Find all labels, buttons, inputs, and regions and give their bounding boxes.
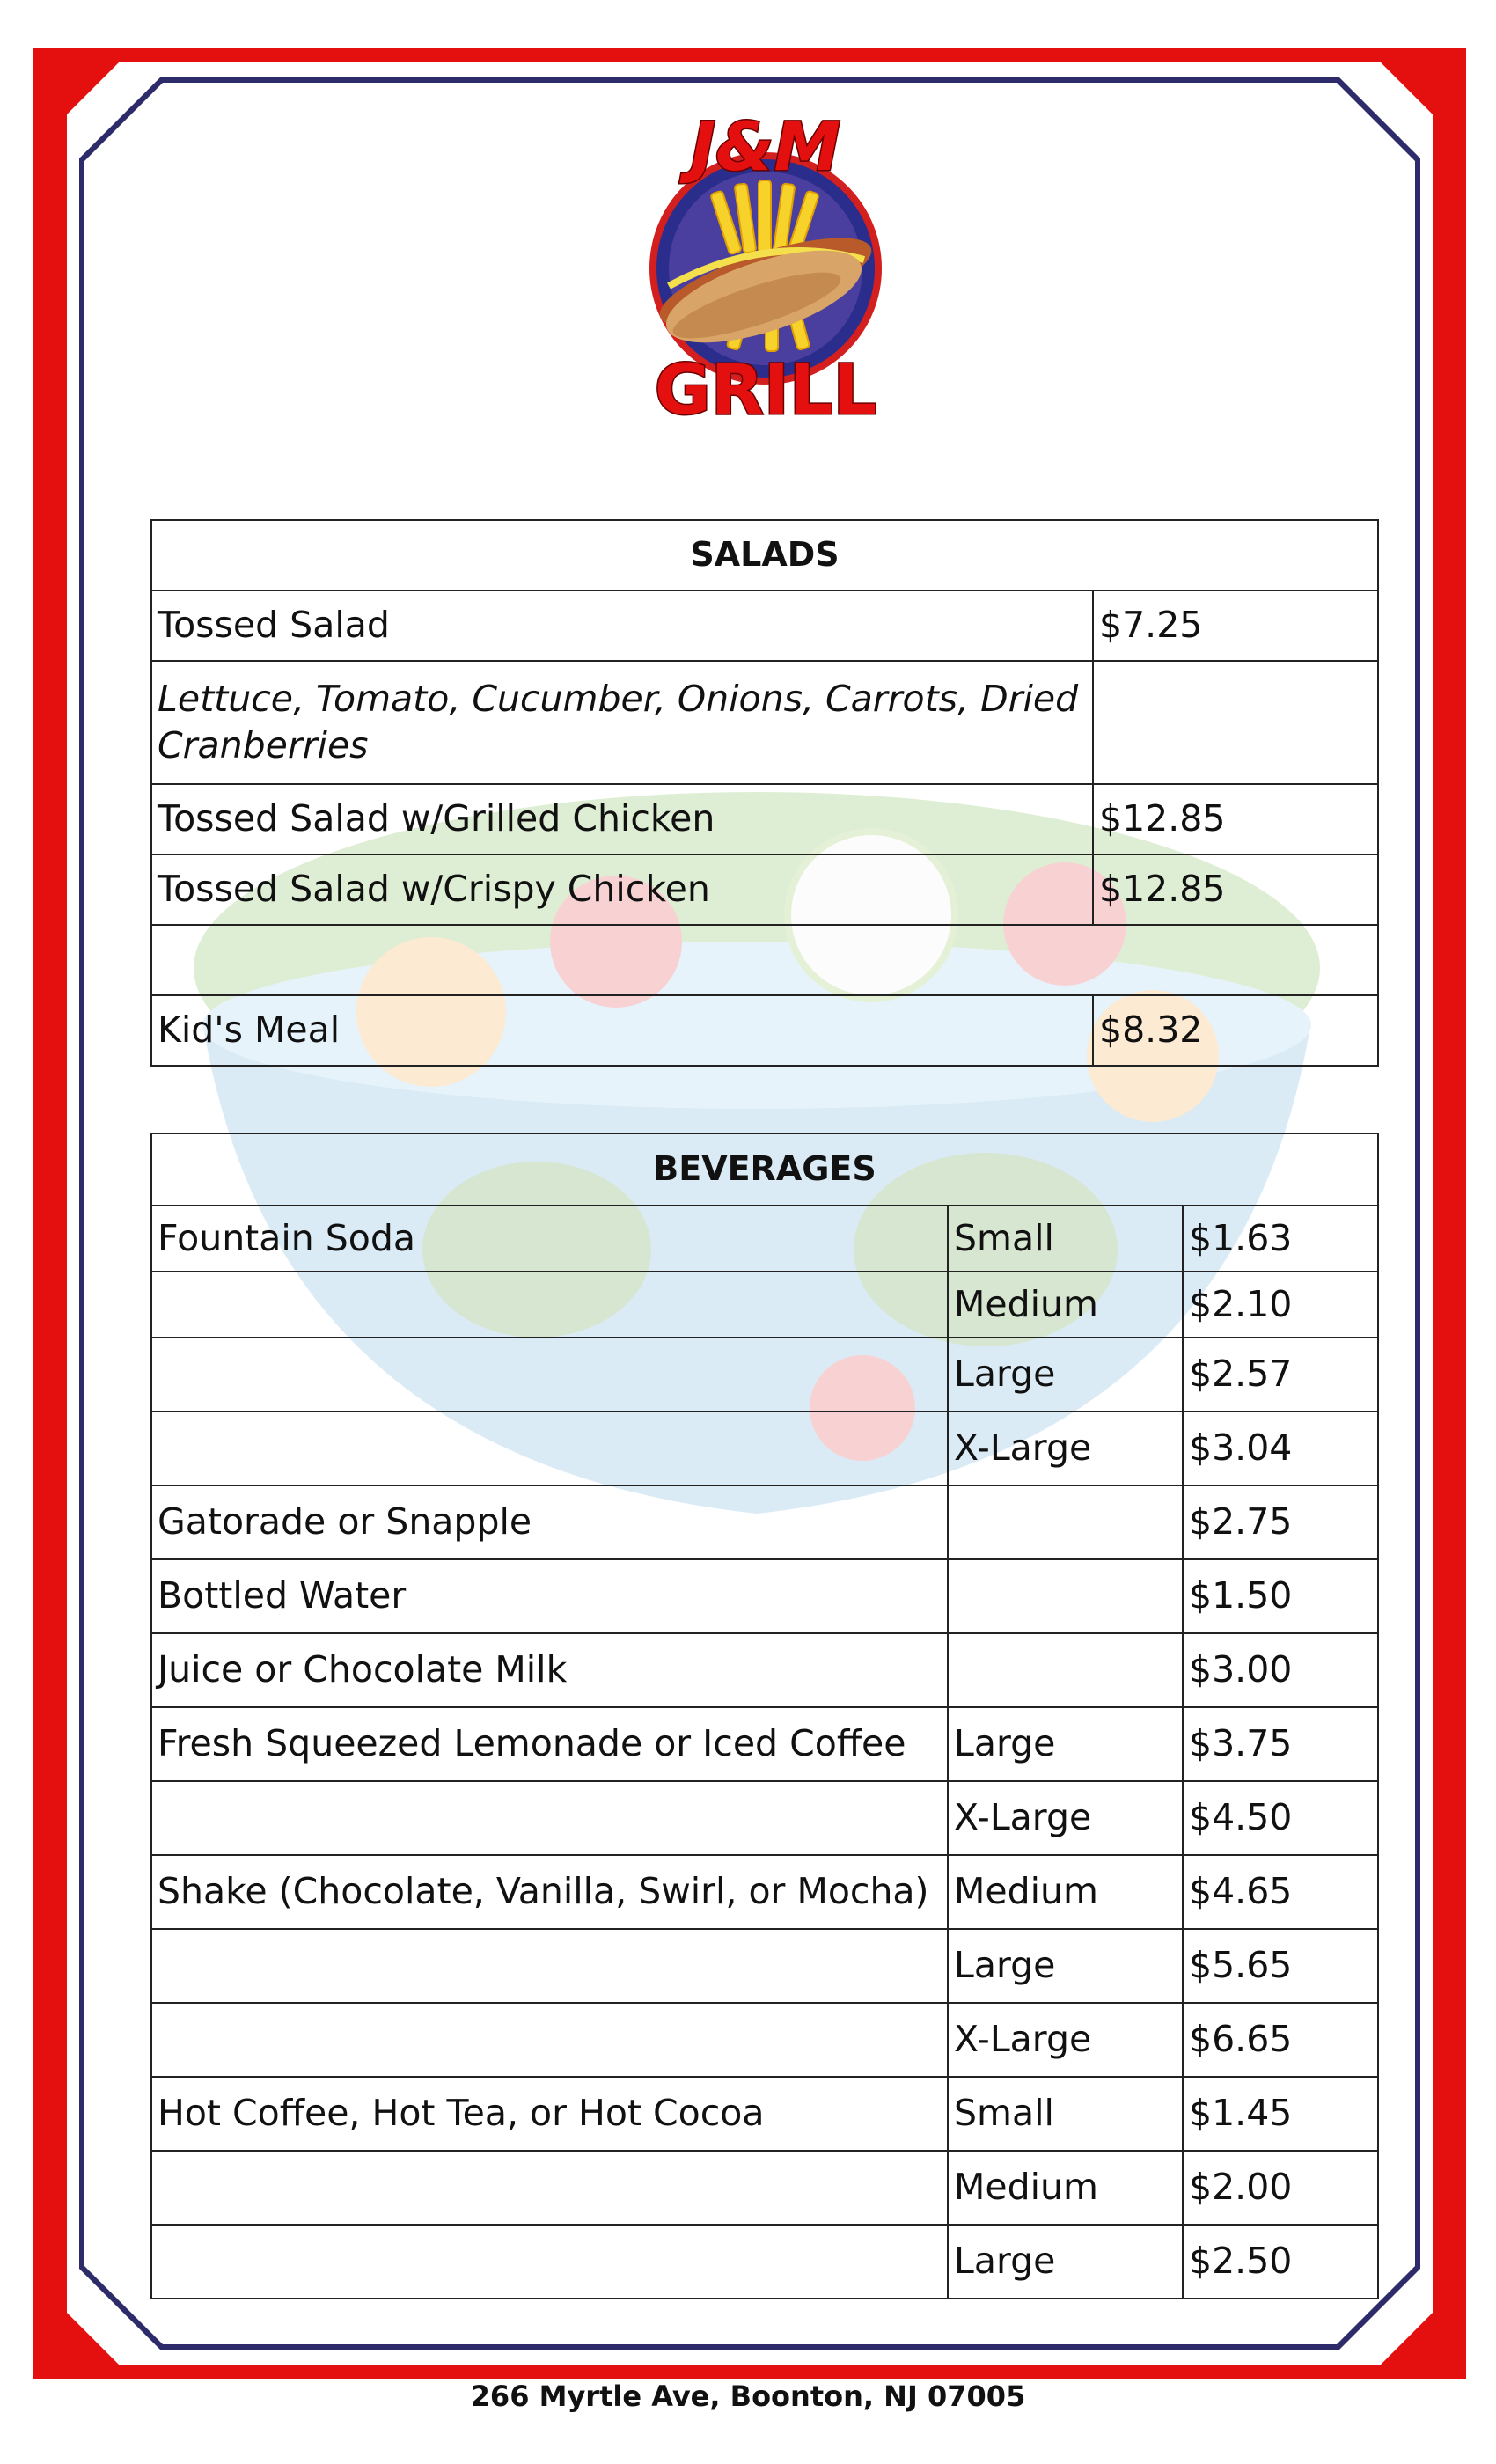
item-price: $4.65 <box>1183 1855 1378 1929</box>
item-price: $3.04 <box>1183 1412 1378 1485</box>
item-name: Shake (Chocolate, Vanilla, Swirl, or Mocha) <box>151 1855 948 1929</box>
item-name <box>151 2225 948 2299</box>
table-row <box>151 784 1378 854</box>
item-name: Kid's Meal <box>151 995 1093 1066</box>
item-price <box>1093 661 1378 784</box>
item-name <box>151 2003 948 2077</box>
table-row <box>151 2151 1378 2225</box>
item-name <box>151 1929 948 2003</box>
item-price: $8.32 <box>1093 995 1378 1066</box>
table-row <box>151 1485 1378 1559</box>
item-price: $1.45 <box>1183 2077 1378 2151</box>
item-size: Medium <box>948 1855 1183 1929</box>
table-row <box>151 1272 1378 1338</box>
table-row <box>151 1559 1378 1633</box>
table-row <box>151 2077 1378 2151</box>
table-row <box>151 995 1378 1066</box>
item-price: $2.50 <box>1183 2225 1378 2299</box>
item-price: $5.65 <box>1183 1929 1378 2003</box>
table-row <box>151 925 1378 995</box>
item-name: Tossed Salad w/Grilled Chicken <box>151 784 1093 854</box>
item-description: Lettuce, Tomato, Cucumber, Onions, Carrots, Dried Cranberries <box>151 661 1093 784</box>
logo-grill-text: GRILL <box>654 351 877 422</box>
item-name <box>151 1338 948 1412</box>
empty-row <box>151 925 1378 995</box>
item-price: $2.75 <box>1183 1485 1378 1559</box>
item-price: $2.57 <box>1183 1338 1378 1412</box>
item-size: X-Large <box>948 2003 1183 2077</box>
item-size: Large <box>948 1338 1183 1412</box>
logo-jm-text: J&M <box>690 110 841 186</box>
restaurant-address: 266 Myrtle Ave, Boonton, NJ 07005 <box>470 2380 1026 2413</box>
item-name: Hot Coffee, Hot Tea, or Hot Cocoa <box>151 2077 948 2151</box>
item-name: Fresh Squeezed Lemonade or Iced Coffee <box>151 1707 948 1781</box>
item-price: $1.63 <box>1183 1206 1378 1272</box>
item-price: $2.10 <box>1183 1272 1378 1338</box>
table-row <box>151 2225 1378 2299</box>
table-row <box>151 2003 1378 2077</box>
item-size: Large <box>948 1929 1183 2003</box>
item-price: $12.85 <box>1093 854 1378 925</box>
item-size <box>948 1633 1183 1707</box>
item-size: X-Large <box>948 1781 1183 1855</box>
item-price: $3.75 <box>1183 1707 1378 1781</box>
item-price: $3.00 <box>1183 1633 1378 1707</box>
item-size: Small <box>948 1206 1183 1272</box>
item-price: $7.25 <box>1093 590 1378 661</box>
table-row <box>151 1707 1378 1781</box>
item-size: Medium <box>948 2151 1183 2225</box>
item-size: Large <box>948 1707 1183 1781</box>
salads-heading: SALADS <box>151 520 1378 590</box>
item-price: $1.50 <box>1183 1559 1378 1633</box>
table-row <box>151 854 1378 925</box>
item-name <box>151 2151 948 2225</box>
item-size: Medium <box>948 1272 1183 1338</box>
table-row <box>151 1781 1378 1855</box>
item-name: Tossed Salad <box>151 590 1093 661</box>
beverages-table <box>150 1133 1379 2299</box>
table-row <box>151 1338 1378 1412</box>
item-price: $2.00 <box>1183 2151 1378 2225</box>
table-row <box>151 1929 1378 2003</box>
item-name: Bottled Water <box>151 1559 948 1633</box>
beverages-heading: BEVERAGES <box>151 1133 1378 1206</box>
item-name <box>151 1781 948 1855</box>
table-row <box>151 1855 1378 1929</box>
item-price: $6.65 <box>1183 2003 1378 2077</box>
item-size: X-Large <box>948 1412 1183 1485</box>
table-row <box>151 661 1378 784</box>
item-name: Gatorade or Snapple <box>151 1485 948 1559</box>
salads-table <box>150 519 1379 1067</box>
item-size <box>948 1485 1183 1559</box>
item-price: $4.50 <box>1183 1781 1378 1855</box>
item-price: $12.85 <box>1093 784 1378 854</box>
table-row <box>151 590 1378 661</box>
item-size <box>948 1559 1183 1633</box>
item-size: Small <box>948 2077 1183 2151</box>
item-name: Tossed Salad w/Crispy Chicken <box>151 854 1093 925</box>
table-row <box>151 1412 1378 1485</box>
item-size: Large <box>948 2225 1183 2299</box>
table-row <box>151 1633 1378 1707</box>
item-name: Fountain Soda <box>151 1206 948 1272</box>
jm-grill-logo <box>634 110 898 422</box>
item-name <box>151 1412 948 1485</box>
table-row <box>151 1206 1378 1272</box>
item-name: Juice or Chocolate Milk <box>151 1633 948 1707</box>
item-name <box>151 1272 948 1338</box>
